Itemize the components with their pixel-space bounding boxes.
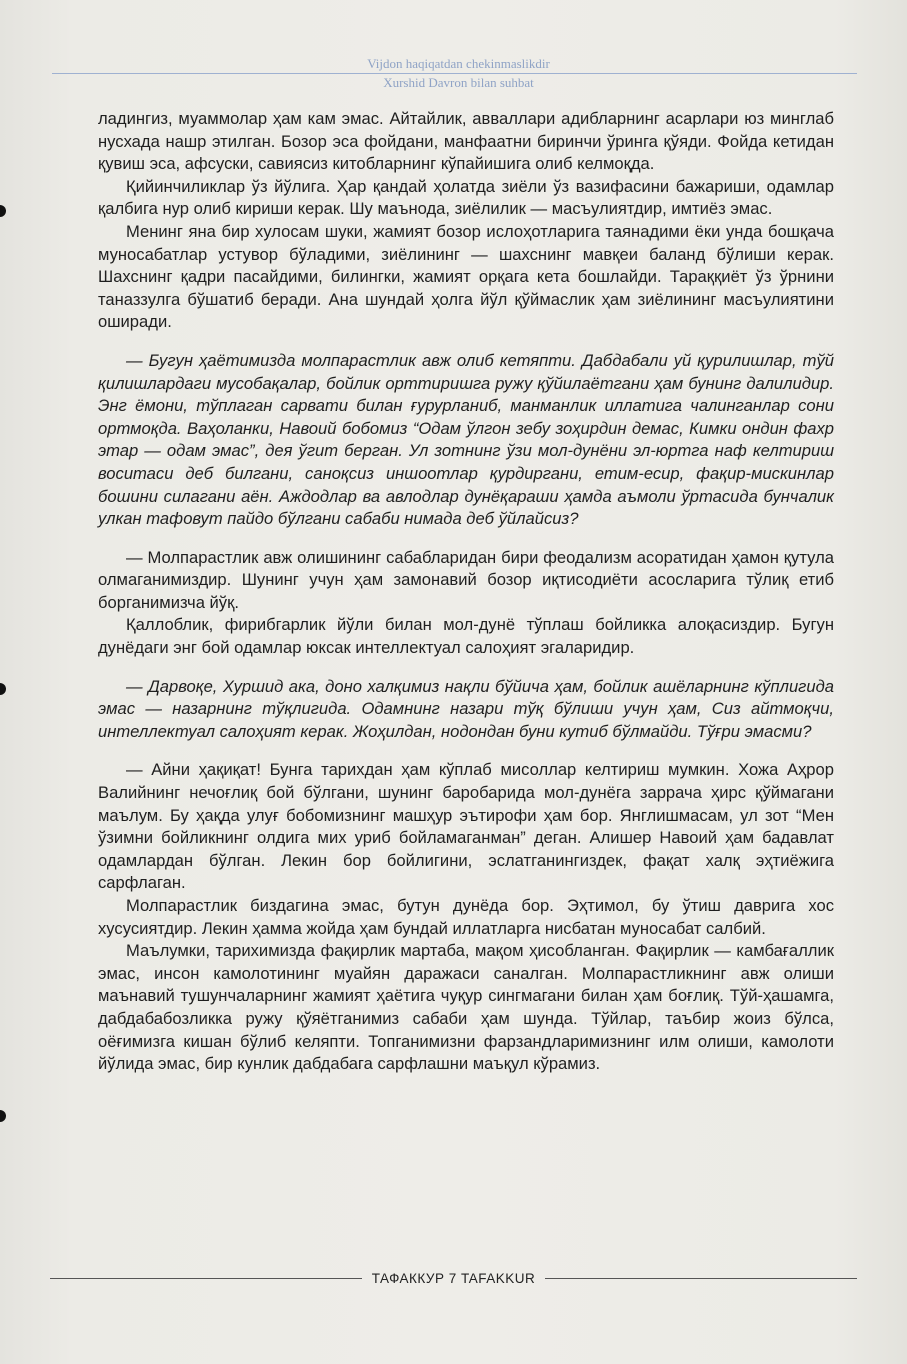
question-paragraph: — Бугун ҳаётимизда молпарастлик авж олиб кетяпти. Дабдабали уй қурилишлар, тўй қилишлардаги мусобақалар, бойлик орттиришга ружу қўйилаётгани ҳам бунинг далилидир. Энг ёмони, тўплаган сарвати билан ғурурланиб, манманлик иллатига чалинганлар сони ортмоқда. Ваҳоланки, Навоий бобомиз “Одам ўлгон зебу зоҳирдин демас, Кимки ондин фахр этар — одам эмас”, дея ўгит берган. Ул зотнинг ўзи мол-дунёни эл-юртга наф келтириш воситаси деб билгани, саноқсиз иншоотлар қурдиргани, етим-есир, фақир-мискинлар бошини силагани аён. Аждодлар ва авлодлар дунёқараши ҳамда аъмоли ўртасида бунчалик улкан тафовут пайдо бўлгани сабаби нимада деб ўйлайсиз?	[98, 350, 834, 529]
article-body	[98, 108, 834, 1076]
paragraph: ладингиз, муаммолар ҳам кам эмас. Айтайлик, авваллари адибларнинг асарлари юз минглаб нусхада нашр этилган. Бозор эса фойдани, манфаатни биринчи ўринга қўяди. Фойда кетидан қувиш эса, афсуски, савиясиз китобларнинг кўпайишига олиб келмоқда.	[98, 109, 834, 174]
footer-rule-left	[50, 1278, 362, 1279]
binding-hole	[0, 683, 6, 695]
page-footer	[50, 1268, 857, 1288]
header-title: Vijdon haqiqatdan chekinmaslikdir	[367, 56, 550, 71]
header-subtitle: Xurshid Davron bilan suhbat	[383, 75, 534, 90]
footer-journal-page: ТАФАККУР 7 TAFAKKUR	[371, 1270, 536, 1286]
paragraph: Қийинчиликлар ўз йўлига. Ҳар қандай ҳолатда зиёли ўз вазифасини бажариши, одамлар қалбига нур олиб кириши керак. Шу маънода, зиёлилик — масъулиятдир, имтиёз эмас.	[98, 176, 834, 219]
paragraph: Қаллоблик, фирибгарлик йўли билан мол-дунё тўплаш бойликка алоқасиздир. Бугун дунёдаги энг бой одамлар юксак интеллектуал салоҳият эгаларидир.	[98, 615, 834, 658]
running-header	[0, 56, 907, 91]
paragraph: Менинг яна бир хулосам шуки, жамият бозор ислоҳотларига таянадими ёки унда бошқача муносабатлар устувор бўладими, зиёлининг — шахснинг мавқеи баланд бўлиши керак. Шахснинг қадри пасайдими, билингки, жамият орқага кета бошлайди. Тараққиёт ўз ўрнини таназзулга бўшатиб беради. Ана шундай ҳолга йўл қўймаслик ҳам зиёлининг масъулиятини оширади.	[98, 221, 834, 332]
paragraph: Молпарастлик биздагина эмас, бутун дунёда бор. Эҳтимол, бу ўтиш даврига хос хусусиятдир. Лекин ҳамма жойда ҳам бундай иллатларга нисбатан муносабат салбий.	[98, 896, 834, 938]
binding-hole	[0, 1110, 6, 1122]
question-paragraph: — Дарвоқе, Хуршид ака, доно халқимиз нақли бўйича ҳам, бойлик ашёларнинг кўплигида эмас — назарнинг тўқлигида. Одамнинг назари тўқ бўлиши учун ҳам, Сиз айтмоқчи, интеллектуал салоҳият керак. Жоҳилдан, нодондан буни кутиб бўлмайди. Тўғри эмасми?	[98, 676, 834, 741]
footer-rule-right	[545, 1278, 857, 1279]
header-rule	[52, 73, 857, 74]
answer-paragraph: — Молпарастлик авж олишининг сабабларидан бири феодализм асоратидан ҳамон қутула олмаганимиздир. Шунинг учун ҳам замонавий бозор иқтисодиёти асосларига тўлиқ етиб борганимизча йўқ.	[98, 547, 834, 612]
answer-paragraph: — Айни ҳақиқат! Бунга тарихдан ҳам кўплаб мисоллар келтириш мумкин. Хожа Аҳрор Валийнинг нечоғлиқ бой бўлгани, шунинг баробарида мол-дунёга заррача ҳирс қўймагани маълум. Бу ҳақда улуғ бобомизнинг машҳур эътирофи ҳам бор. Янглишмасам, ул зот “Мен ўзимни бойликнинг олдига мих уриб бойламаганман” деган. Алишер Навоий ҳам бадавлат одамлардан бўлган. Лекин бор бойлигини, эслатганингиздек, фақат халқ эҳтиёжига сарфлаган.	[98, 760, 834, 893]
paragraph: Маълумки, тарихимизда фақирлик мартаба, мақом ҳисобланган. Фақирлик — камбағаллик эмас, инсон камолотининг муайян даражаси саналган. Молпарастликнинг авж олиши маънавий тушунчаларнинг жамият ҳаётига чуқур сингмагани билан ҳам боғлиқ. Тўй-ҳашамга, дабдабабозликка ружу қўяётганимиз сабаби ҳам шунда. Тўйлар, таъбир жоиз бўлса, оёғимизга кишан бўлиб келяпти. Топганимизни фарзандларимизнинг илм олиши, камолоти йўлида эмас, бир кунлик дабдабага сарфлашни маъқул кўрамиз.	[98, 941, 834, 1074]
binding-hole	[0, 205, 6, 217]
